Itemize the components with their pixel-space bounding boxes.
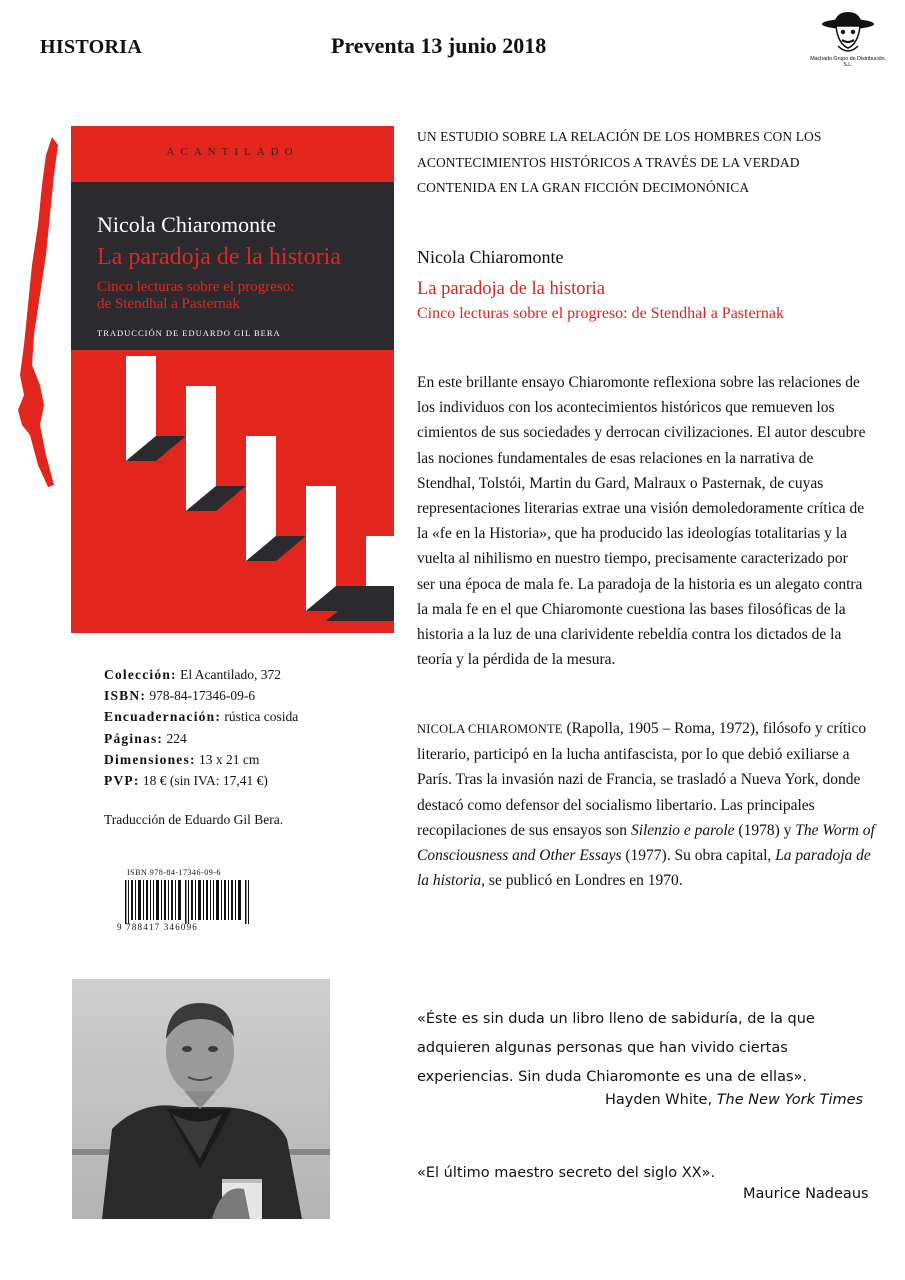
bio-work-3: La paradoja de la historia <box>417 847 871 890</box>
synopsis: En este brillante ensayo Chiaromonte reflexiona sobre las relaciones de los individuos con los acontecimientos históricos que remueven los cimientos de sus sociedades y derrocan civilizaciones. El autor descubre las nociones fundamentales de esas relaciones en la narrativa de Stendhal, Tolstói, Martin du Gard, Malraux o Pasternak, de cuyas representaciones literarias extrae una visión demoledoramente crítica de la «fe en la Historia», que ha producido las ideologías totalitarias y la vuelta al nihilismo en nuestro tiempo, precisamente caracterizado por ser una época de mala fe. La paradoja de la historia es un alegato contra la mala fe en el que Chiaromonte cuestiona las bases filosóficas de la historia a la luz de una clarividente rebeldía contra los dictados de la teoría y la pérdida de la mesura. <box>417 374 866 669</box>
distributor-logo <box>808 10 888 72</box>
cover-publisher: ACANTILADO <box>166 146 299 158</box>
cover-author: Nicola Chiaromonte <box>97 212 277 237</box>
cover-translator: TRADUCCIÓN DE EDUARDO GIL BERA <box>97 328 281 338</box>
detail-paginas: Páginas: 224 <box>104 730 187 746</box>
stair-step-3 <box>246 436 306 561</box>
bio-text-3: (1977). Su obra capital, <box>621 847 776 865</box>
quote-1-source: The New York Times <box>716 1092 864 1108</box>
barcode-bars-icon <box>125 880 253 924</box>
cover-subtitle-line2: de Stendhal a Pasternak <box>97 296 240 312</box>
section-label: HISTORIA <box>40 36 143 58</box>
author-bio <box>417 716 880 893</box>
bio-text-2: (1978) y <box>734 821 796 839</box>
quote-2-author: Maurice Nadeaus <box>743 1186 869 1202</box>
bio-text-4: , se publicó en Londres en 1970. <box>481 872 683 890</box>
book-title: La paradoja de la historia <box>417 279 605 299</box>
book-author: Nicola Chiaromonte <box>417 247 564 267</box>
cover-stairs-graphic <box>71 350 394 633</box>
detail-dimensiones: Dimensiones: 13 x 21 cm <box>104 751 260 767</box>
hat-man-icon <box>808 10 888 56</box>
book-details <box>104 664 298 791</box>
cover-title: La paradoja de la historia <box>97 244 341 270</box>
translation-note: Traducción de Eduardo Gil Bera. <box>104 812 284 827</box>
detail-isbn: ISBN: 978-84-17346-09-6 <box>104 688 256 704</box>
book-cover <box>71 126 394 633</box>
stair-step-1 <box>126 356 186 461</box>
quote-1: «Éste es sin duda un libro lleno de sabiduría, de la que adquieren algunas personas que han vivido ciertas experiencias. Sin duda Chiaromonte es una de ellas». <box>417 1011 815 1085</box>
book-subtitle: Cinco lecturas sobre el progreso: de Stendhal a Pasternak <box>417 305 784 322</box>
blurb: UN ESTUDIO SOBRE LA RELACIÓN DE LOS HOMBRES CON LOS ACONTECIMIENTOS HISTÓRICOS A TRAVÉS DE LA VERDAD CONTENIDA EN LA GRAN FICCIÓN DECIMONÓNICA <box>417 129 822 195</box>
bio-text-1: (Rapolla, 1905 – Roma, 1972), filósofo y crítico literario, participó en la lucha antifascista, por lo que debió exiliarse a París. Tras la invasión nazi de Francia, se trasladó a Nueva York, donde destacó como defensor del socialismo libertario. Las principales recopilaciones de sus ensayos son <box>417 720 867 839</box>
barcode-digits: 9 788417 346096 <box>117 922 198 932</box>
cover-subtitle-line1: Cinco lecturas sobre el progreso: <box>97 279 295 295</box>
cover-subtitle <box>97 279 387 313</box>
bio-work-2: The Worm of Consciousness and Other Essays <box>417 821 875 865</box>
detail-coleccion: Colección: El Acantilado, 372 <box>104 667 281 682</box>
stair-step-2 <box>186 386 246 511</box>
author-photo <box>72 979 330 1219</box>
detail-encuadernacion: Encuadernación: rústica cosida <box>104 709 299 725</box>
quote-1-author: Hayden White, <box>605 1092 717 1108</box>
bio-name: NICOLA CHIAROMONTE <box>417 722 563 736</box>
detail-pvp: PVP: 18 € (sin IVA: 17,41 €) <box>104 773 268 789</box>
presale-date: Preventa 13 junio 2018 <box>331 33 547 58</box>
quote-2: «El último maestro secreto del siglo XX». <box>417 1165 716 1181</box>
barcode <box>117 868 257 936</box>
quote-1-attribution <box>605 1092 863 1108</box>
diver-silhouette-icon <box>10 135 62 500</box>
bio-work-1: Silenzio e parole <box>630 821 735 839</box>
barcode-isbn: ISBN 978-84-17346-09-6 <box>127 868 221 877</box>
cover-title-band <box>71 182 394 350</box>
distributor-name: Machado Grupo de Distribución, S.L. <box>810 56 886 68</box>
